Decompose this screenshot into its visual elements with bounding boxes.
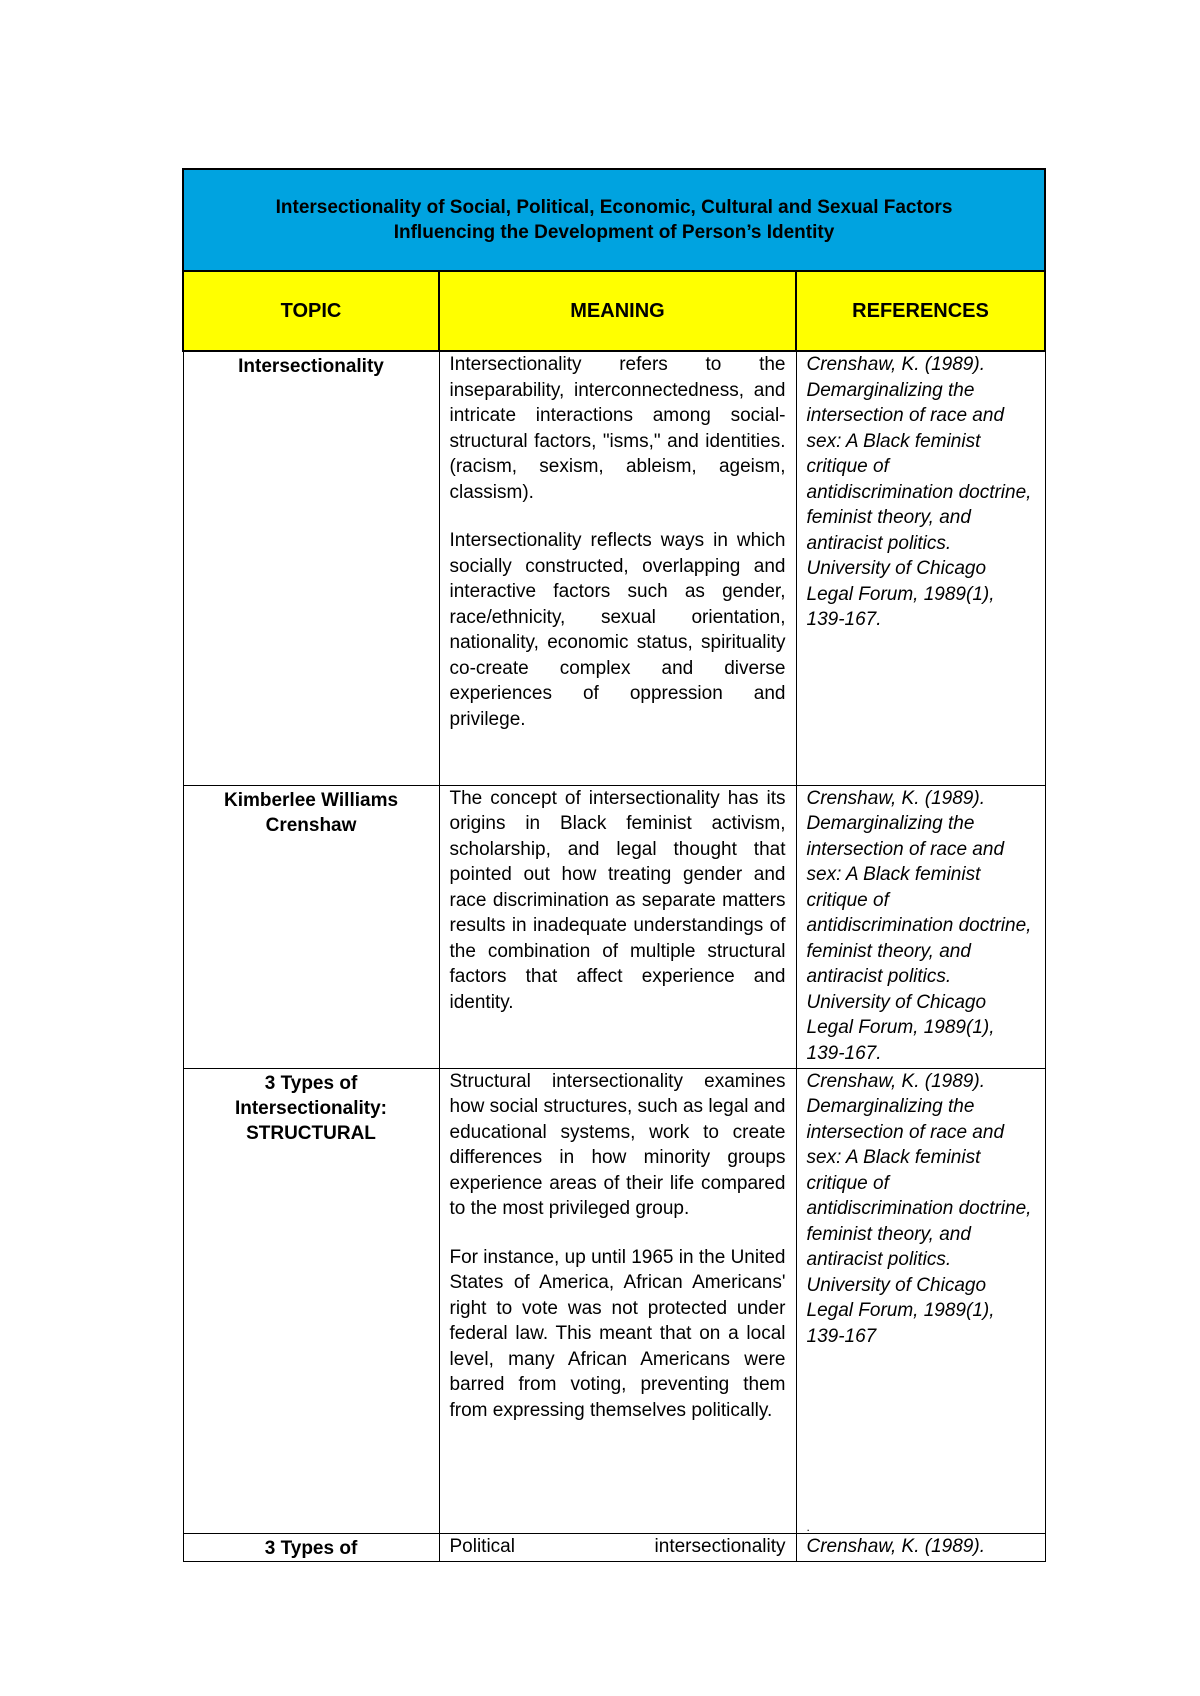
header-references: REFERENCES	[796, 271, 1045, 351]
topic-text: Intersectionality:	[234, 1097, 388, 1119]
topic-text: STRUCTURAL	[246, 1122, 376, 1144]
meaning-paragraph: Structural intersectionality examines how social structures, such as legal and educational systems, work to create differences in how minority groups experience areas of their life compared to the most privileged group.	[449, 1070, 786, 1219]
topic-text: 3 Types of	[264, 1538, 358, 1559]
meaning-cell	[439, 785, 796, 1068]
topic-text: 3 Types of	[264, 1072, 358, 1094]
reference-cell	[796, 351, 1045, 785]
topic-text: Kimberlee Williams	[223, 789, 399, 811]
meaning-cell	[439, 1534, 796, 1562]
title-line-1: Intersectionality of Social, Political, Economic, Cultural and Sexual Factors	[275, 197, 953, 218]
meaning-paragraph: For instance, up until 1965 in the United States of America, African Americans' right to vote was not protected under federal law. This meant that on a local level, many African Americans were barred from voting, preventing them from expressing themselves politically.	[449, 1246, 786, 1421]
topic-cell	[183, 1534, 439, 1562]
title-row	[183, 169, 1045, 271]
meaning-cell	[439, 1068, 796, 1534]
reference-text: Crenshaw, K. (1989).	[806, 1536, 985, 1557]
header-meaning: MEANING	[439, 271, 796, 351]
reference-text: Crenshaw, K. (1989). Demarginalizing the intersection of race and sex: A Black feminist critique of antidiscrimination doctrine, feminist theory, and antiracist politics. University of Chicago Legal Forum, 1989(1), 139-167.	[806, 787, 1032, 1064]
topic-text: Intersectionality	[238, 356, 384, 377]
topic-cell	[183, 351, 439, 785]
meaning-cell	[439, 351, 796, 785]
table-row	[183, 785, 1045, 1068]
reference-cell	[796, 1534, 1045, 1562]
table-row	[183, 1534, 1045, 1562]
header-row	[183, 271, 1045, 351]
topic-text: Crenshaw	[265, 814, 357, 836]
table-row	[183, 351, 1045, 785]
table-row	[183, 1068, 1045, 1534]
meaning-paragraph: Intersectionality refers to the inseparability, interconnectedness, and intricate interactions among social-structural factors, "isms," and identities. (racism, sexism, ableism, ageism, classism).	[449, 354, 786, 503]
reference-cell	[796, 785, 1045, 1068]
topic-cell	[183, 1068, 439, 1534]
topic-cell	[183, 785, 439, 1068]
reference-text: Crenshaw, K. (1989). Demarginalizing the intersection of race and sex: A Black feminist critique of antidiscrimination doctrine, feminist theory, and antiracist politics. University of Chicago Legal Forum, 1989(1), 139-167	[806, 1070, 1032, 1347]
meaning-paragraph: Political intersectionality	[449, 1536, 786, 1557]
table-title	[183, 169, 1045, 271]
meaning-paragraph: The concept of intersectionality has its origins in Black feminist activism, scholarship, and legal thought that pointed out how treating gender and race discrimination as separate matters results in inadequate understandings of the combination of multiple structural factors that affect experience and identity.	[449, 787, 786, 1013]
reference-trailer: .	[806, 1520, 810, 1534]
intersectionality-table	[182, 168, 1046, 1562]
meaning-paragraph: Intersectionality reflects ways in which socially constructed, overlapping and interactive factors such as gender, race/ethnicity, sexual orientation, nationality, economic status, spirituality co-create complex and diverse experiences of oppression and privilege.	[449, 530, 786, 730]
reference-text: Crenshaw, K. (1989). Demarginalizing the intersection of race and sex: A Black feminist critique of antidiscrimination doctrine, feminist theory, and antiracist politics. University of Chicago Legal Forum, 1989(1), 139-167.	[806, 354, 1032, 630]
header-topic: TOPIC	[183, 271, 439, 351]
title-line-2: Influencing the Development of Person’s Identity	[393, 222, 835, 243]
reference-cell	[796, 1068, 1045, 1534]
